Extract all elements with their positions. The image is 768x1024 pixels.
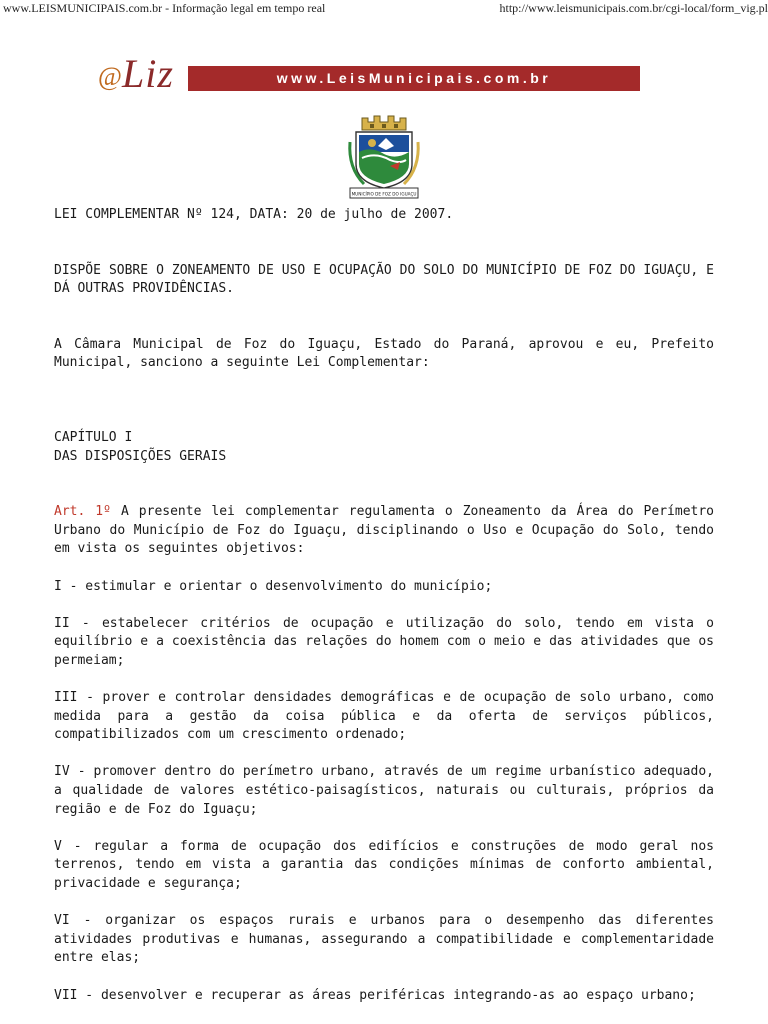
article-item: II - estabelecer critérios de ocupação e utilização do solo, tendo em vista o equilíbrio e a coexistência das relações do homem com o meio e das atividades que os permeiam; xyxy=(54,615,714,668)
law-title: LEI COMPLEMENTAR Nº 124, DATA: 20 de julho de 2007. xyxy=(54,207,454,222)
liz-logo xyxy=(98,52,184,96)
article-item: III - prover e controlar densidades demográficas e de ocupação de solo urbano, como medida para a gestão da coisa pública e da oferta de serviços públicos, compatibilizados com um crescimento ordenado; xyxy=(54,690,714,743)
print-header xyxy=(0,0,768,16)
article-item: VI - organizar os espaços rurais e urbanos para o desempenho das diferentes atividades produtivas e humanas, assegurando a compatibilidade e complementaridade entre elas; xyxy=(54,913,714,966)
article-1 xyxy=(54,503,714,559)
law-document xyxy=(54,206,714,1005)
article-item: IV - promover dentro do perímetro urbano, através de um regime urbanístico adequado, a qualidade de valores estético-paisagísticos, naturais ou culturais, próprios da região e de Foz do Iguaçu; xyxy=(54,764,714,817)
article-label: Art. 1º xyxy=(54,504,111,520)
article-text: A presente lei complementar regulamenta o Zoneamento da Área do Perímetro Urbano do Município de Foz do Iguaçu, disciplinando o Uso e Ocupação do Solo, tendo em vista os seguintes objetivos: xyxy=(54,504,714,557)
coat-of-arms-icon xyxy=(346,112,422,204)
article-item: V - regular a forma de ocupação dos edifícios e construções de modo geral nos terrenos, tendo em vista a garantia das condições mínimas de conforto ambiental, privacidade e segurança; xyxy=(54,838,714,892)
chapter-number: CAPÍTULO I xyxy=(54,429,133,445)
logo-at-symbol: @ xyxy=(98,62,122,91)
logo-text: Liz xyxy=(122,51,174,96)
article-item: VII - desenvolver e recuperar as áreas periféricas integrando-as ao espaço urbano; xyxy=(54,987,696,1003)
print-header-url: http://www.leismunicipais.com.br/cgi-local/form_vig.pl xyxy=(499,1,768,15)
print-header-site-title: www.LEISMUNICIPAIS.com.br - Informação legal em tempo real xyxy=(3,1,326,15)
article-item: I - estimular e orientar o desenvolvimento do município; xyxy=(54,578,493,594)
site-url-banner: www.LeisMunicipais.com.br xyxy=(188,66,640,91)
site-banner xyxy=(98,52,642,96)
law-preamble: A Câmara Municipal de Foz do Iguaçu, Estado do Paraná, aprovou e eu, Prefeito Municipal, sanciono a seguinte Lei Complementar: xyxy=(54,336,714,371)
municipal-coat-of-arms xyxy=(346,112,422,204)
chapter-title: DAS DISPOSIÇÕES GERAIS xyxy=(54,448,227,464)
law-ementa: DISPÕE SOBRE O ZONEAMENTO DE USO E OCUPAÇÃO DO SOLO DO MUNICÍPIO DE FOZ DO IGUAÇU, E DÁ OUTRAS PROVIDÊNCIAS. xyxy=(54,262,714,297)
crest-scroll-text: MUNICÍPIO DE FOZ DO IGUAÇU xyxy=(351,191,417,197)
